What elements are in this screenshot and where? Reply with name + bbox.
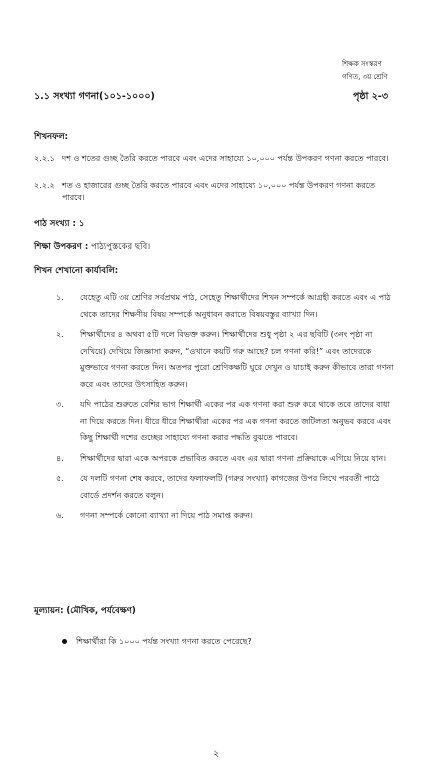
list-item <box>56 508 396 525</box>
step-number: ৩. <box>56 400 64 409</box>
bullet-icon <box>62 639 67 644</box>
learning-outcome-number: ২.২.২ <box>34 181 55 190</box>
edition-label: শিক্ষক সংস্করণ <box>342 60 382 68</box>
step-text: যেহেতু এটি ৩য় শ্রেণির সর্বপ্রথম পাঠ, সেহেতু শিক্ষার্থীদের শিখন সম্পর্কে আগ্রহী করতে এবং এ পাঠ থেকে তাদের শিক্ষণীয় বিষয় সম্পর্কে অনুধাবন করাতে বিষয়বস্তুর ব্যাখ্যা দিন। <box>80 293 391 319</box>
page-number: ২ <box>213 749 219 759</box>
learning-outcome-item <box>34 153 394 165</box>
list-item <box>56 397 396 447</box>
step-text: শিক্ষার্থীদের দ্বারা একে অপরকে প্রভাবিত করতে এবং এর দ্বারা গণনা প্রক্রিয়াকে এগিয়ে নিয়ে যান। <box>80 453 386 463</box>
activities-list <box>56 290 396 529</box>
list-item <box>56 290 396 323</box>
step-text: গণনা সম্পর্কে কোনো ব্যাখ্যা না দিয়ে পাঠ সমাপ্ত করুন। <box>80 511 253 520</box>
subject-grade-label: গণিত, ৩য় শ্রেণি <box>342 73 388 81</box>
learning-outcomes-heading: শিখনফল: <box>34 132 69 142</box>
chapter-line <box>34 90 402 104</box>
chapter-title: ১.১ সংখ্যা গণনা(১০১-১০০০) <box>34 91 155 102</box>
page-header <box>342 58 402 84</box>
materials-line <box>34 240 150 254</box>
lesson-number: পাঠ সংখ্যা : ১ <box>34 219 85 229</box>
step-text: যে দলটি গণনা শেষ করবে, তাদের ফলাফলটি (গরুর সংখ্যা) কাগজের উপর লিখে পরবর্তী পাঠে বোর্ডে প্রদর্শন করতে বলুন। <box>80 474 380 500</box>
evaluation-bullet <box>62 636 392 649</box>
step-number: ৫. <box>56 474 64 483</box>
learning-outcome-text: দশ ও শতের গুচ্ছ তৈরি করতে পারবে এবং এদের সাহায্যে ১০,০০০ পর্যন্ত উপকরণ গণনা করতে পারবে। <box>62 154 389 163</box>
learning-outcome-text: শত ও হাজারের গুচ্ছ তৈরি করতে পারবে এবং এদের সাহায্যে ১০,০০০ পর্যন্ত উপকরণ গণনা করতে পারবে। <box>62 181 376 202</box>
learning-outcome-item <box>34 180 394 204</box>
step-number: ৬. <box>56 511 64 520</box>
step-number: ১. <box>56 293 64 302</box>
list-item <box>56 327 396 393</box>
step-number: ৪. <box>56 453 64 463</box>
list-item <box>56 451 396 468</box>
step-text: শিক্ষার্থীদের ৪ অথবা ৫টি দলে বিভক্ত করুন। শিক্ষার্থীদের শুধু পৃষ্ঠা ২ এর ছবিটি (৩নং পৃষ্ঠা না দেখিয়ে) দেখিয়ে জিজ্ঞাসা করুন, “ওখানে কয়টি গরু আছে? চল গণনা করি!” এবং তাদেরকে মুক্তভাবে গণনা করতে দিন। অতপর পুরো শ্রেণিকক্ষটি ঘুরে দেখুন ও যাচাই করুন কীভাবে তারা গণনা করে এবং তাদের উৎসাহিত করুন। <box>80 330 394 389</box>
learning-outcome-number: ২.২.১ <box>34 154 55 163</box>
step-number: ২. <box>56 330 64 339</box>
materials-value: পাঠ্যপুস্তকের ছবি। <box>91 242 151 252</box>
step-text: যদি পাঠের শুরুতে বেশির ভাগ শিক্ষার্থী একের পর এক গণনা করা শুরু করে থাকে তবে তাদের বাধা না দিয়ে করতে দিন। ধীরে ধীরে শিক্ষার্থীরা একের পর এক গণনা করতে জটিলতা অনুভব করবে এবং কিছু শিক্ষার্থী দশের গুচ্ছের সাহায্যে গণনা করার পদ্ধতি বুঝতে পারবে। <box>80 400 391 442</box>
activities-heading: শিখন শেখানো কার্যাবলি: <box>34 266 119 276</box>
chapter-pages: পৃষ্ঠা ২-৩ <box>353 91 388 102</box>
materials-label: শিক্ষা উপকরণ : <box>34 242 89 252</box>
evaluation-question: শিক্ষার্থীরা কি ১০০০ পর্যন্ত সংখ্যা গণনা করতে পেরেছে? <box>76 637 252 646</box>
evaluation-heading: মূল্যায়ন: (মৌখিক, পর্যবেক্ষণ) <box>34 606 136 616</box>
list-item <box>56 471 396 504</box>
